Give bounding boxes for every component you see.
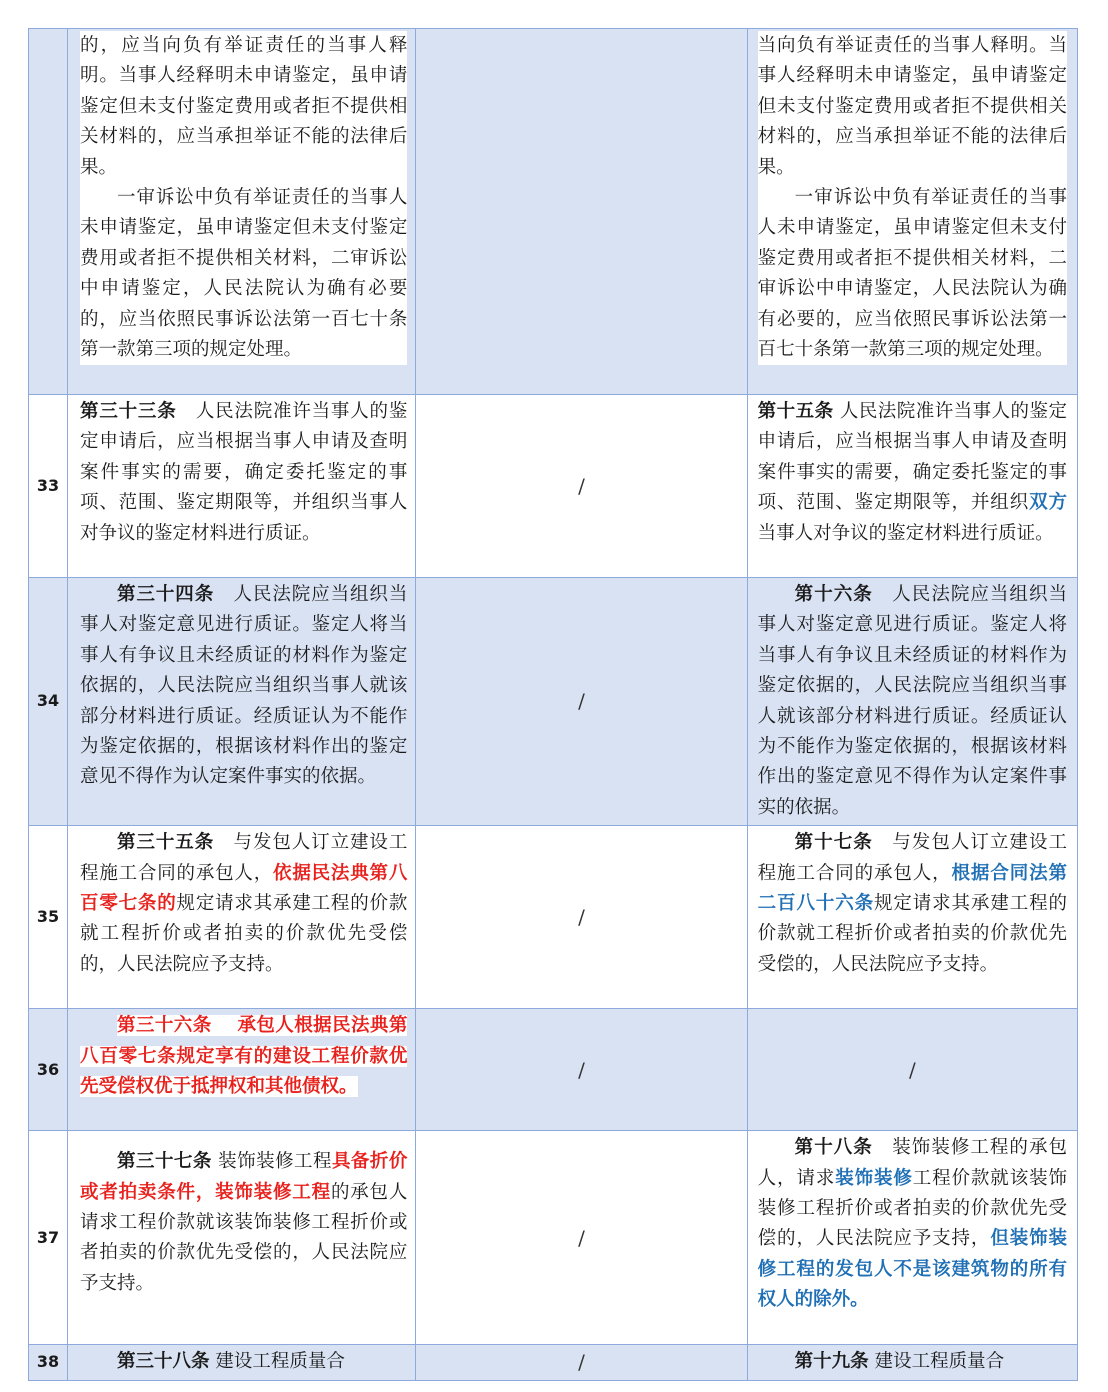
table-row xyxy=(29,29,1078,395)
row-number: 37 xyxy=(29,1131,68,1345)
new-article-cell xyxy=(747,1131,1077,1345)
new-article-cell: / xyxy=(747,1009,1077,1131)
article-text: 装饰装修工程 xyxy=(211,1151,332,1173)
middle-cell: / xyxy=(416,826,747,1009)
row-number: 34 xyxy=(29,578,68,826)
row-number: 38 xyxy=(29,1345,68,1380)
added-text: 双方 xyxy=(1029,492,1067,514)
article-title: 第三十四条 xyxy=(117,584,215,605)
article-text: 装饰装修工程的承包人，请求 xyxy=(757,1137,1067,1189)
old-article-cell xyxy=(68,29,416,395)
article-title: 第十五条 xyxy=(757,401,834,422)
row-number: 35 xyxy=(29,826,68,1009)
article-title: 第十七条 xyxy=(794,832,873,854)
article-text: 规定请求其承建工程的价款就工程折价或者拍卖的价款优先受偿的，人民法院应予支持。 xyxy=(757,893,1067,975)
new-paragraph: 当向负有举证责任的当事人释明。当事人经释明未申请鉴定，虽申请鉴定但未支付鉴定费用或者拒不提供相关材料的，应当承担举证不能的法律后果。 xyxy=(758,31,1067,183)
row-number: 36 xyxy=(29,1009,68,1131)
old-article-cell xyxy=(68,395,416,578)
comparison-table xyxy=(28,28,1078,1381)
article-title: 第三十八条 xyxy=(117,1351,210,1373)
article-title: 第三十三条 xyxy=(80,401,177,422)
table-row xyxy=(29,826,1078,1009)
middle-cell: / xyxy=(416,1345,747,1380)
old-paragraph: 一审诉讼中负有举证责任的当事人未申请鉴定，虽申请鉴定但未支付鉴定费用或者拒不提供相关材料，二审诉讼中申请鉴定，人民法院认为确有必要的，应当依照民事诉讼法第一百七十条第一款第三项的规定处理。 xyxy=(80,183,407,365)
article-title: 第十六条 xyxy=(794,584,873,605)
middle-cell xyxy=(416,29,747,395)
changed-text: 依据民法典第八百零七条的 xyxy=(80,862,408,915)
row-number xyxy=(29,29,68,395)
new-article-cell xyxy=(747,1345,1077,1380)
article-title: 第三十七条 xyxy=(117,1151,212,1173)
article-text: 与发包人订立建设工程施工合同的承包人， xyxy=(80,832,408,884)
article-text: 建设工程质量合 xyxy=(209,1351,345,1373)
middle-cell: / xyxy=(416,1131,747,1345)
old-article-cell xyxy=(68,1131,416,1345)
old-article-cell xyxy=(68,578,416,826)
new-article-cell xyxy=(747,29,1077,395)
article-text: 的承包人请求工程价款就该装饰装修工程折价或者拍卖的价款优先受偿的，人民法院应予支持。 xyxy=(80,1181,408,1294)
article-text: 人民法院准许当事人的鉴定申请后，应当根据当事人申请及查明案件事实的需要，确定委托鉴定的事项、范围、鉴定期限等，并组织 xyxy=(757,401,1067,514)
added-text: 但装饰装修工程的发包人不是该建筑物的所有权人的除外。 xyxy=(757,1228,1067,1311)
old-article-cell xyxy=(68,1345,416,1380)
article-text: 人民法院准许当事人的鉴定申请后，应当根据当事人申请及查明案件事实的需要，确定委托鉴定的事项、范围、鉴定期限等，并组织当事人对争议的鉴定材料进行质证。 xyxy=(80,401,408,544)
table-row xyxy=(29,1009,1078,1131)
article-text: 人民法院应当组织当事人对鉴定意见进行质证。鉴定人将当事人有争议且未经质证的材料作为鉴定依据的，人民法院应当组织当事人就该部分材料进行质证。经质证认为不能作为鉴定依据的，根据该材料作出的鉴定意见不得作为认定案件事实的依据。 xyxy=(80,584,408,788)
article-text: 与发包人订立建设工程施工合同的承包人， xyxy=(757,832,1067,884)
new-paragraph: 一审诉讼中负有举证责任的当事人未申请鉴定，虽申请鉴定但未支付鉴定费用或者拒不提供相关材料，二审诉讼中申请鉴定，人民法院认为确有必要的，应当依照民事诉讼法第一百七十条第一款第三项的规定处理。 xyxy=(758,183,1067,365)
changed-text: 具备折价或者拍卖条件，装饰装修工程 xyxy=(80,1151,408,1203)
article-text: 当事人对争议的鉴定材料进行质证。 xyxy=(757,522,1054,544)
article-text: 建设工程质量合 xyxy=(868,1351,1005,1373)
middle-cell: / xyxy=(416,578,747,826)
table-row xyxy=(29,578,1078,826)
new-article-cell xyxy=(747,395,1077,578)
row-number: 33 xyxy=(29,395,68,578)
changed-text: 根据合同法第二百八十六条 xyxy=(757,862,1067,915)
article-text: 人民法院应当组织当事人对鉴定意见进行质证。鉴定人将当事人有争议且未经质证的材料作为鉴定依据的，人民法院应当组织当事人就该部分材料进行质证。经质证认为不能作为鉴定依据的，根据该材料作出的鉴定意见不得作为认定案件事实的依据。 xyxy=(757,584,1067,818)
table-row xyxy=(29,395,1078,578)
old-paragraph: 的，应当向负有举证责任的当事人释明。当事人经释明未申请鉴定，虽申请鉴定但未支付鉴定费用或者拒不提供相关材料的，应当承担举证不能的法律后果。 xyxy=(80,31,407,183)
old-article-cell xyxy=(68,1009,416,1131)
new-article-cell xyxy=(747,826,1077,1009)
table-row xyxy=(29,1131,1078,1345)
article-title: 第三十五条 xyxy=(117,832,215,854)
changed-text: 装饰装修 xyxy=(835,1167,913,1189)
table-row xyxy=(29,1345,1078,1380)
old-article-cell xyxy=(68,826,416,1009)
article-title: 第十九条 xyxy=(794,1351,869,1373)
new-article-cell xyxy=(747,578,1077,826)
article-title: 第十八条 xyxy=(794,1137,873,1159)
article-text: 规定请求其承建工程的价款就工程折价或者拍卖的价款优先受偿的，人民法院应予支持。 xyxy=(80,893,408,975)
middle-cell: / xyxy=(416,395,747,578)
middle-cell: / xyxy=(416,1009,747,1131)
article-text: 工程价款就该装饰装修工程折价或者拍卖的价款优先受偿的，人民法院应予支持， xyxy=(757,1167,1067,1250)
added-text: 第三十六条 承包人根据民法典第八百零七条规定享有的建设工程价款优先受偿权优于抵押权和其他债权。 xyxy=(80,1015,408,1098)
